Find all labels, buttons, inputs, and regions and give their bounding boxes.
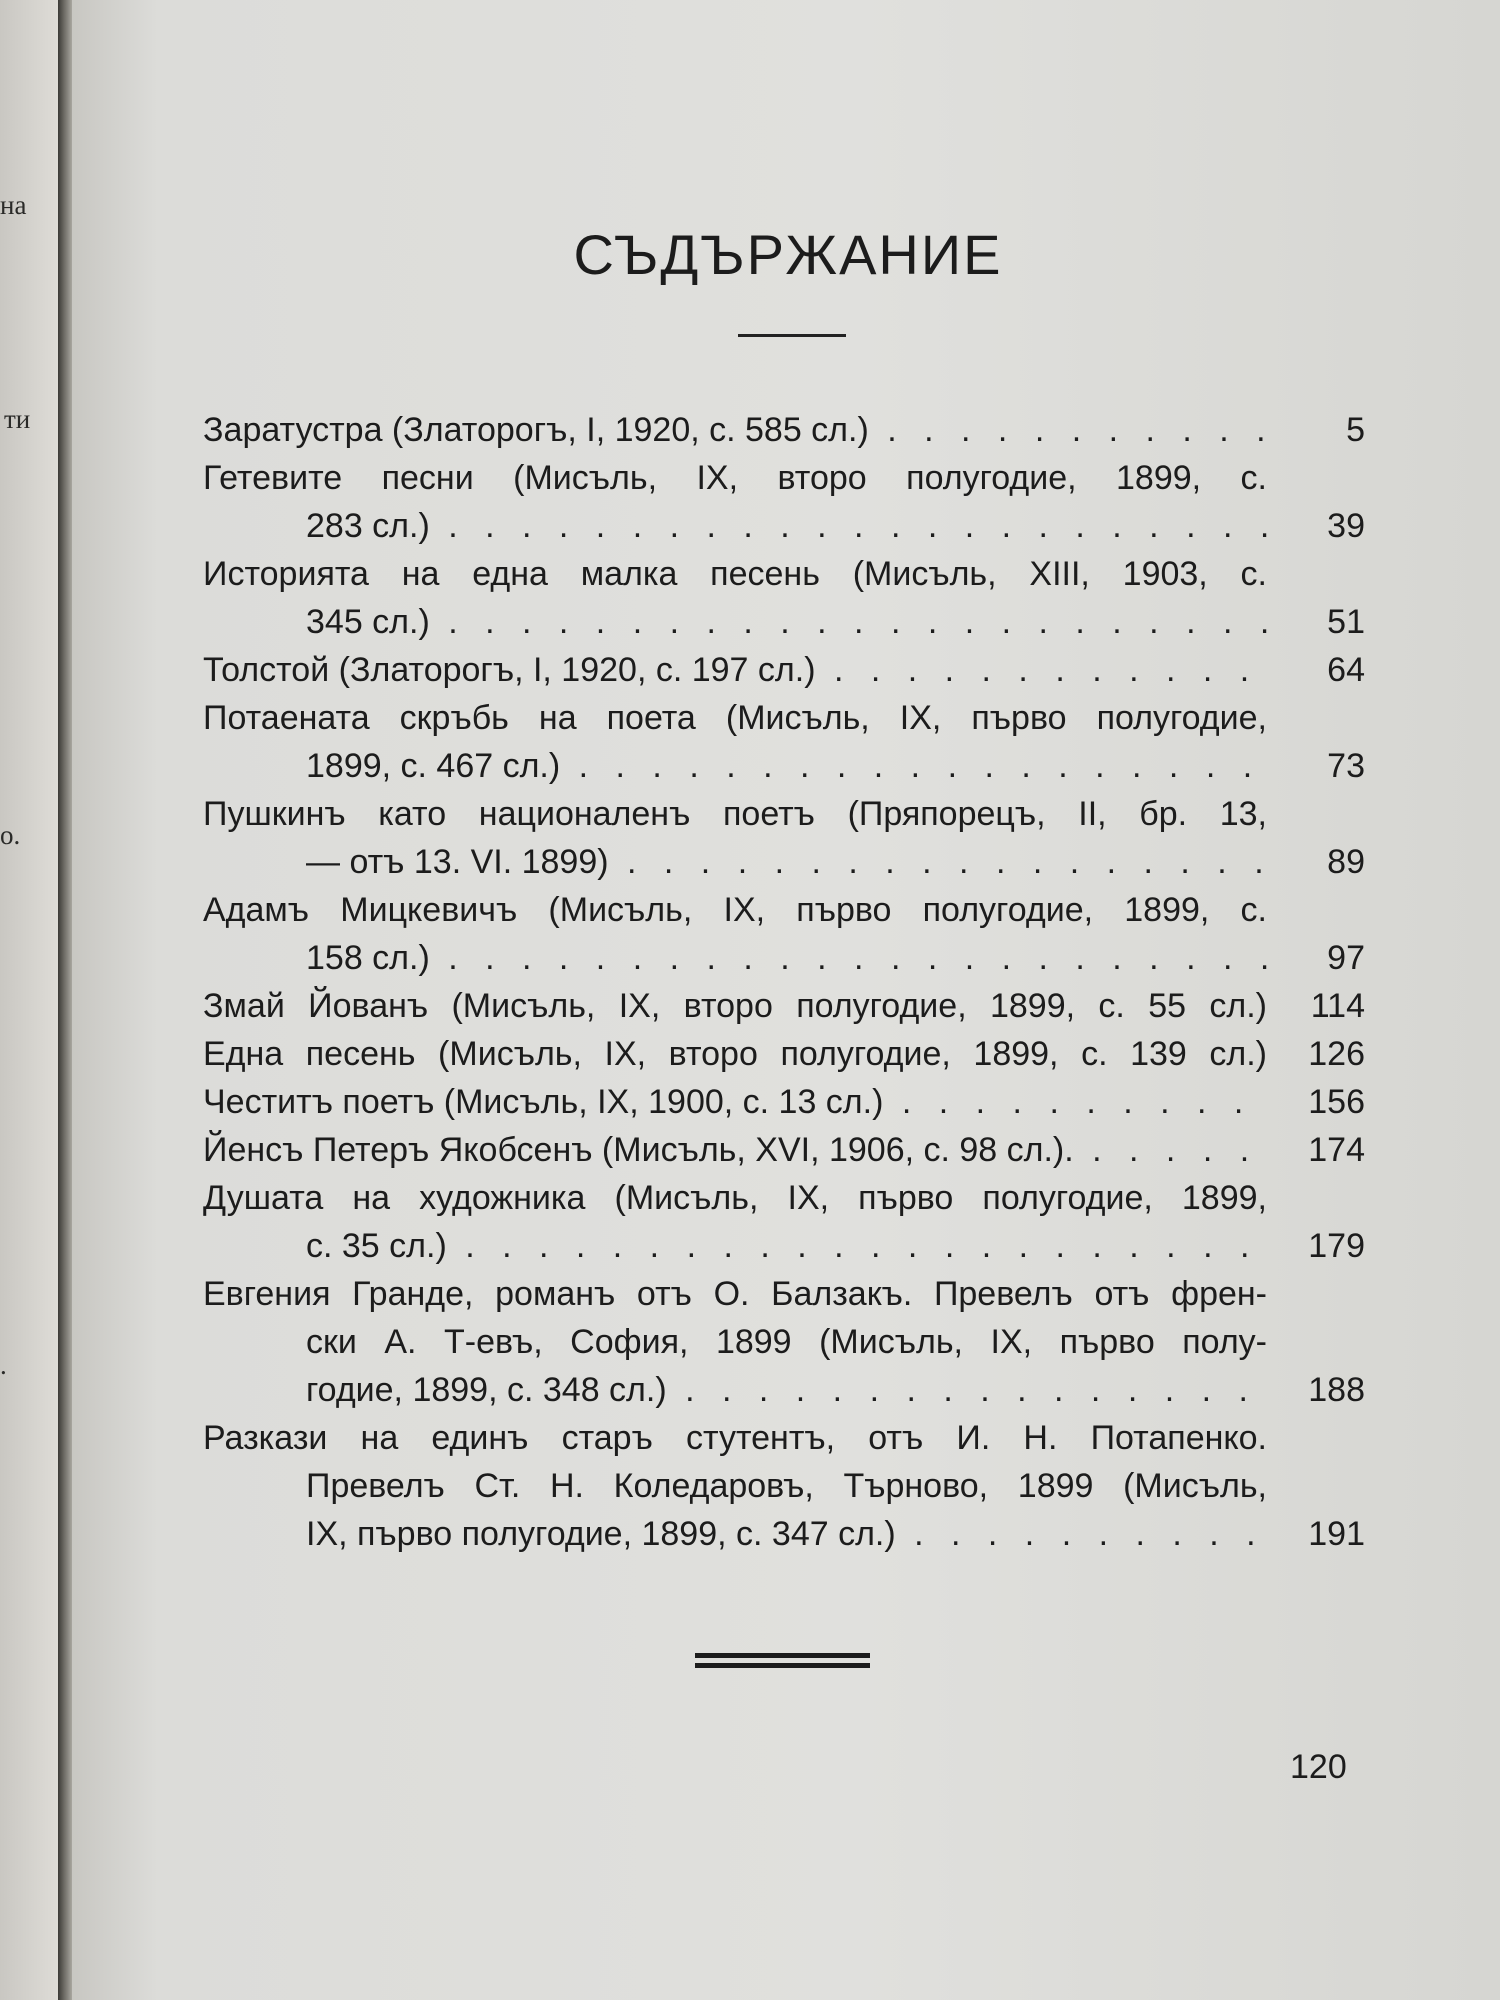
- toc-entry: [203, 790, 1373, 838]
- toc-entry-text: IX, първо полугодие, 1899, с. 347 сл.) . . .: [306, 1510, 1273, 1558]
- toc-page-number: 5: [1346, 411, 1365, 449]
- toc-entry-continuation: [203, 598, 1373, 646]
- title-rule: [738, 334, 846, 337]
- toc-page-number: 191: [1308, 1515, 1365, 1553]
- toc-entry-continuation: [203, 742, 1373, 790]
- toc-entry-continuation: [203, 1462, 1373, 1510]
- toc-entry: [203, 886, 1373, 934]
- book-gutter: [58, 0, 72, 2000]
- toc-page-number: 174: [1308, 1131, 1365, 1169]
- left-page-fragment: ти: [4, 404, 31, 434]
- left-page-fragment: о.: [0, 820, 21, 850]
- toc-entry-text: с. 35 сл.) . . .: [306, 1222, 1273, 1270]
- toc-entry-continuation: [203, 1510, 1373, 1558]
- toc-entry-text: Змай Йованъ (Мисъль, IX, второ полугодие, 1899, с. 55 сл.): [203, 987, 1267, 1025]
- toc-page-number: 188: [1308, 1371, 1365, 1409]
- toc-entry-text: Толстой (Златорогъ, I, 1920, с. 197 сл.) . . .: [203, 646, 1273, 694]
- toc-page-number: 39: [1327, 507, 1365, 545]
- toc-entry: [203, 1174, 1373, 1222]
- left-page-fragment: .: [0, 1350, 7, 1380]
- toc-entry: [203, 982, 1373, 1030]
- toc-entry-text: Адамъ Мицкевичъ (Мисъль, IX, първо полугодие, 1899, с.: [203, 891, 1267, 929]
- toc-entry-text: Пушкинъ като националенъ поетъ (Пряпорецъ, II, бр. 13,: [203, 795, 1267, 833]
- toc-entry-text: Историята на една малка песень (Мисъль, XIII, 1903, с.: [203, 555, 1267, 593]
- toc-entry: [203, 454, 1373, 502]
- toc-entry-text: 158 сл.) . . .: [306, 934, 1273, 982]
- toc-page-number: 51: [1327, 603, 1365, 641]
- left-page-fragment: на: [0, 190, 27, 220]
- toc-page-number: 126: [1308, 1035, 1365, 1073]
- toc-entry: [203, 1078, 1373, 1126]
- toc-page-number: 179: [1308, 1227, 1365, 1265]
- toc-page-number: 156: [1308, 1083, 1365, 1121]
- toc-entry-text: — отъ 13. VI. 1899) . . .: [306, 838, 1273, 886]
- toc-entry-text: Гетевите песни (Мисъль, IX, второ полугодие, 1899, с.: [203, 459, 1267, 497]
- toc-entry-continuation: [203, 1318, 1373, 1366]
- toc-entry-text: 283 сл.) . . .: [306, 502, 1273, 550]
- toc-entry-text: 1899, с. 467 сл.) . . .: [306, 742, 1273, 790]
- toc-entry-continuation: [203, 1366, 1373, 1414]
- toc-entry-text: Разкази на единъ старъ стутентъ, отъ И. Н. Потапенко.: [203, 1419, 1267, 1457]
- toc-entry-text: ски А. Т-евъ, София, 1899 (Мисъль, IX, първо полу-: [306, 1323, 1267, 1361]
- toc-entry-continuation: [203, 502, 1373, 550]
- toc-entry-continuation: [203, 1222, 1373, 1270]
- toc-page-number: 64: [1327, 651, 1365, 689]
- toc-entry-text: 345 сл.) . . .: [306, 598, 1273, 646]
- toc-entry-text: Заратустра (Златорогъ, I, 1920, с. 585 сл.) . . .: [203, 406, 1273, 454]
- table-of-contents: [203, 406, 1373, 1558]
- toc-page-number: 114: [1310, 987, 1365, 1025]
- toc-entry-text: годие, 1899, с. 348 сл.) . . .: [306, 1366, 1273, 1414]
- toc-entry-text: Потаената скръбь на поета (Мисъль, IX, първо полугодие,: [203, 699, 1267, 737]
- toc-page-number: 73: [1327, 747, 1365, 785]
- toc-entry: [203, 694, 1373, 742]
- page-number: 120: [1290, 1748, 1347, 1786]
- toc-entry-text: Превелъ Ст. Н. Коледаровъ, Търново, 1899 (Мисъль,: [306, 1467, 1267, 1505]
- toc-page-number: 89: [1327, 843, 1365, 881]
- toc-entry: [203, 550, 1373, 598]
- toc-entry: [203, 646, 1373, 694]
- toc-entry: [203, 1030, 1373, 1078]
- toc-entry-text: Една песень (Мисъль, IX, второ полугодие, 1899, с. 139 сл.): [203, 1035, 1267, 1073]
- toc-entry-text: Душата на художника (Мисъль, IX, първо полугодие, 1899,: [203, 1179, 1267, 1217]
- toc-entry-text: Евгения Гранде, романъ отъ О. Балзакъ. Превелъ отъ френ-: [203, 1275, 1267, 1313]
- toc-entry-text: Йенсъ Петеръ Якобсенъ (Мисъль, XVI, 1906, с. 98 сл.). . . .: [203, 1126, 1273, 1174]
- toc-entry: [203, 406, 1373, 454]
- page-title: СЪДЪРЖАНИЕ: [573, 223, 1003, 286]
- toc-entry-continuation: [203, 838, 1373, 886]
- toc-entry: [203, 1414, 1373, 1462]
- toc-page-number: 97: [1327, 939, 1365, 977]
- toc-entry: [203, 1270, 1373, 1318]
- toc-entry-text: Честитъ поетъ (Мисъль, IX, 1900, с. 13 сл.) . . .: [203, 1078, 1273, 1126]
- toc-entry: [203, 1126, 1373, 1174]
- toc-entry-continuation: [203, 934, 1373, 982]
- double-rule-ornament: [695, 1653, 870, 1669]
